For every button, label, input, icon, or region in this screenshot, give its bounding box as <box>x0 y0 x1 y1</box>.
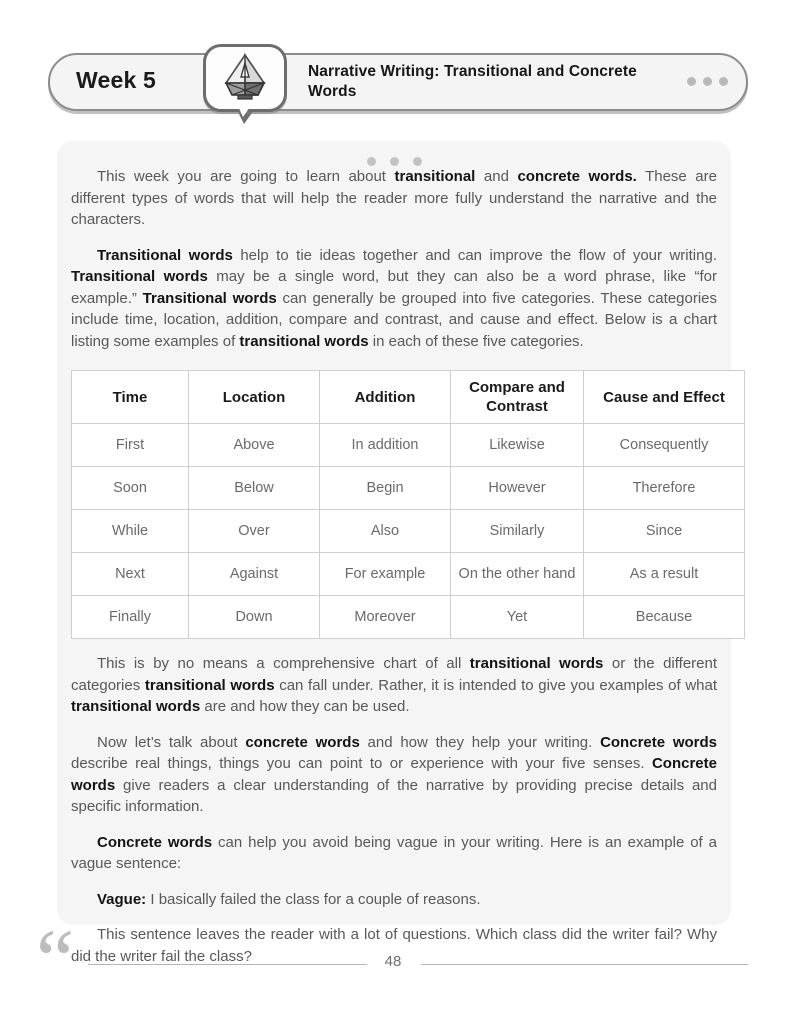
table-cell: While <box>72 510 189 553</box>
body-text: in each of these five categories. <box>368 332 584 350</box>
table-cell: Likewise <box>451 424 584 467</box>
table-cell: Next <box>72 553 189 596</box>
table-header-cell: Compare and Contrast <box>451 371 584 424</box>
paragraphs-after-table <box>71 639 717 967</box>
table-cell: Below <box>189 467 320 510</box>
section-divider-dots <box>71 141 717 166</box>
table-cell: Moreover <box>320 596 451 639</box>
table-body <box>72 424 745 639</box>
emphasis-text: Vague: <box>97 890 147 908</box>
table-row <box>72 467 745 510</box>
body-text: can fall under. Rather, it is intended to give you examples of what <box>274 676 718 694</box>
table-row <box>72 596 745 639</box>
paragraph-vague-example <box>71 889 717 911</box>
table-cell: Down <box>189 596 320 639</box>
table-row <box>72 510 745 553</box>
emphasis-text: Transitional words <box>97 246 233 264</box>
dot-3 <box>719 77 728 86</box>
table-cell: Similarly <box>451 510 584 553</box>
table-header-cell: Addition <box>320 371 451 424</box>
emphasis-text: concrete words. <box>517 168 637 185</box>
table-cell: However <box>451 467 584 510</box>
body-text: and <box>475 168 518 185</box>
emphasis-text: Concrete words <box>71 755 717 794</box>
emphasis-text: concrete words <box>245 733 360 751</box>
pen-nib-icon <box>220 53 270 108</box>
paragraph-gap <box>71 910 717 924</box>
emphasis-text: Concrete words <box>97 833 213 851</box>
body-text: can generally be grouped into five categories. These categories include time, location, addition, compare and contrast, and cause and effect. Below is a chart listing some examples of <box>71 289 718 350</box>
body-text: This sentence leaves the reader with a lot of questions. Which class did the writer fail? Why did the writer fail the class? <box>71 926 717 965</box>
lesson-badge <box>203 44 287 120</box>
table-cell: Consequently <box>584 424 745 467</box>
footer-rule-left <box>88 964 367 965</box>
body-text: and how they help your writing. <box>359 733 601 751</box>
table-cell: Against <box>189 553 320 596</box>
table-cell: Over <box>189 510 320 553</box>
paragraph-gap <box>71 231 717 245</box>
table-cell: Begin <box>320 467 451 510</box>
table-header-row <box>72 371 745 424</box>
quote-mark-icon: “ <box>36 911 75 1007</box>
paragraph-gap <box>71 718 717 732</box>
page-title: Narrative Writing: Transitional and Concrete Words <box>308 63 637 100</box>
page-number: 48 <box>384 953 402 970</box>
emphasis-text: transitional <box>394 168 476 185</box>
emphasis-text: Transitional words <box>71 268 208 285</box>
paragraph-transitional-explained <box>71 245 717 353</box>
table-row <box>72 424 745 467</box>
table-cell: Since <box>584 510 745 553</box>
footer-rule-right <box>421 964 748 965</box>
emphasis-text: transitional words <box>71 698 201 715</box>
week-label: Week 5 <box>76 67 157 93</box>
emphasis-text: Transitional words <box>142 289 277 307</box>
body-text: are and how they can be used. <box>200 698 410 715</box>
table-cell: Also <box>320 510 451 553</box>
divider-dot-2 <box>390 157 399 166</box>
paragraph-avoid-vague <box>71 832 717 875</box>
table-cell: First <box>72 424 189 467</box>
divider-dot-3 <box>413 157 422 166</box>
table-cell: Finally <box>72 596 189 639</box>
table-cell: In addition <box>320 424 451 467</box>
body-text: Now let’s talk about <box>97 733 246 751</box>
body-text: can help you avoid being vague in your writing. Here is an example of a vague sentence: <box>71 833 717 872</box>
table-header-cell: Cause and Effect <box>584 371 745 424</box>
dot-2 <box>703 77 712 86</box>
more-options-dots[interactable] <box>687 77 728 86</box>
dot-1 <box>687 77 696 86</box>
emphasis-text: transitional words <box>239 332 369 350</box>
table-header-cell: Time <box>72 371 189 424</box>
body-text: describe real things, things you can point to or experience with your five senses. <box>71 755 652 772</box>
table-cell: Because <box>584 596 745 639</box>
paragraphs-before-table <box>71 166 717 352</box>
body-text: may be a single word, but they can also be a word phrase, like “for example.” <box>71 268 717 307</box>
transitional-words-table-wrap <box>71 370 725 639</box>
page-header <box>48 53 750 115</box>
table-cell: On the other hand <box>451 553 584 596</box>
table-row <box>72 553 745 596</box>
table-cell: For example <box>320 553 451 596</box>
paragraph-gap <box>71 875 717 889</box>
paragraph-concrete-intro <box>71 732 717 818</box>
body-text: This week you are going to learn about <box>97 168 395 185</box>
paragraph-gap <box>71 639 717 653</box>
table-cell: Soon <box>72 467 189 510</box>
paragraph-intro <box>71 166 717 231</box>
emphasis-text: transitional words <box>469 655 604 672</box>
body-text: help to tie ideas together and can improve the flow of your writing. <box>232 246 717 264</box>
table-cell: Above <box>189 424 320 467</box>
table-cell: As a result <box>584 553 745 596</box>
body-text: This is by no means a comprehensive chart of all <box>97 655 470 672</box>
body-text: These are different types of words that will help the reader more fully understand the narrative and the characters. <box>71 168 717 228</box>
divider-dot-1 <box>367 157 376 166</box>
emphasis-text: transitional words <box>144 676 275 694</box>
table-header-cell: Location <box>189 371 320 424</box>
body-text: or the different categories <box>71 655 718 694</box>
table-cell: Therefore <box>584 467 745 510</box>
transitional-words-table <box>71 370 745 639</box>
emphasis-text: Concrete words <box>600 733 718 751</box>
body-text: I basically failed the class for a couple of reasons. <box>146 890 481 908</box>
paragraph-gap <box>71 818 717 832</box>
body-text: give readers a clear understanding of the narrative by providing precise details and specific information. <box>71 776 717 815</box>
page-footer <box>0 911 786 1007</box>
paragraph-not-comprehensive <box>71 653 717 718</box>
table-cell: Yet <box>451 596 584 639</box>
